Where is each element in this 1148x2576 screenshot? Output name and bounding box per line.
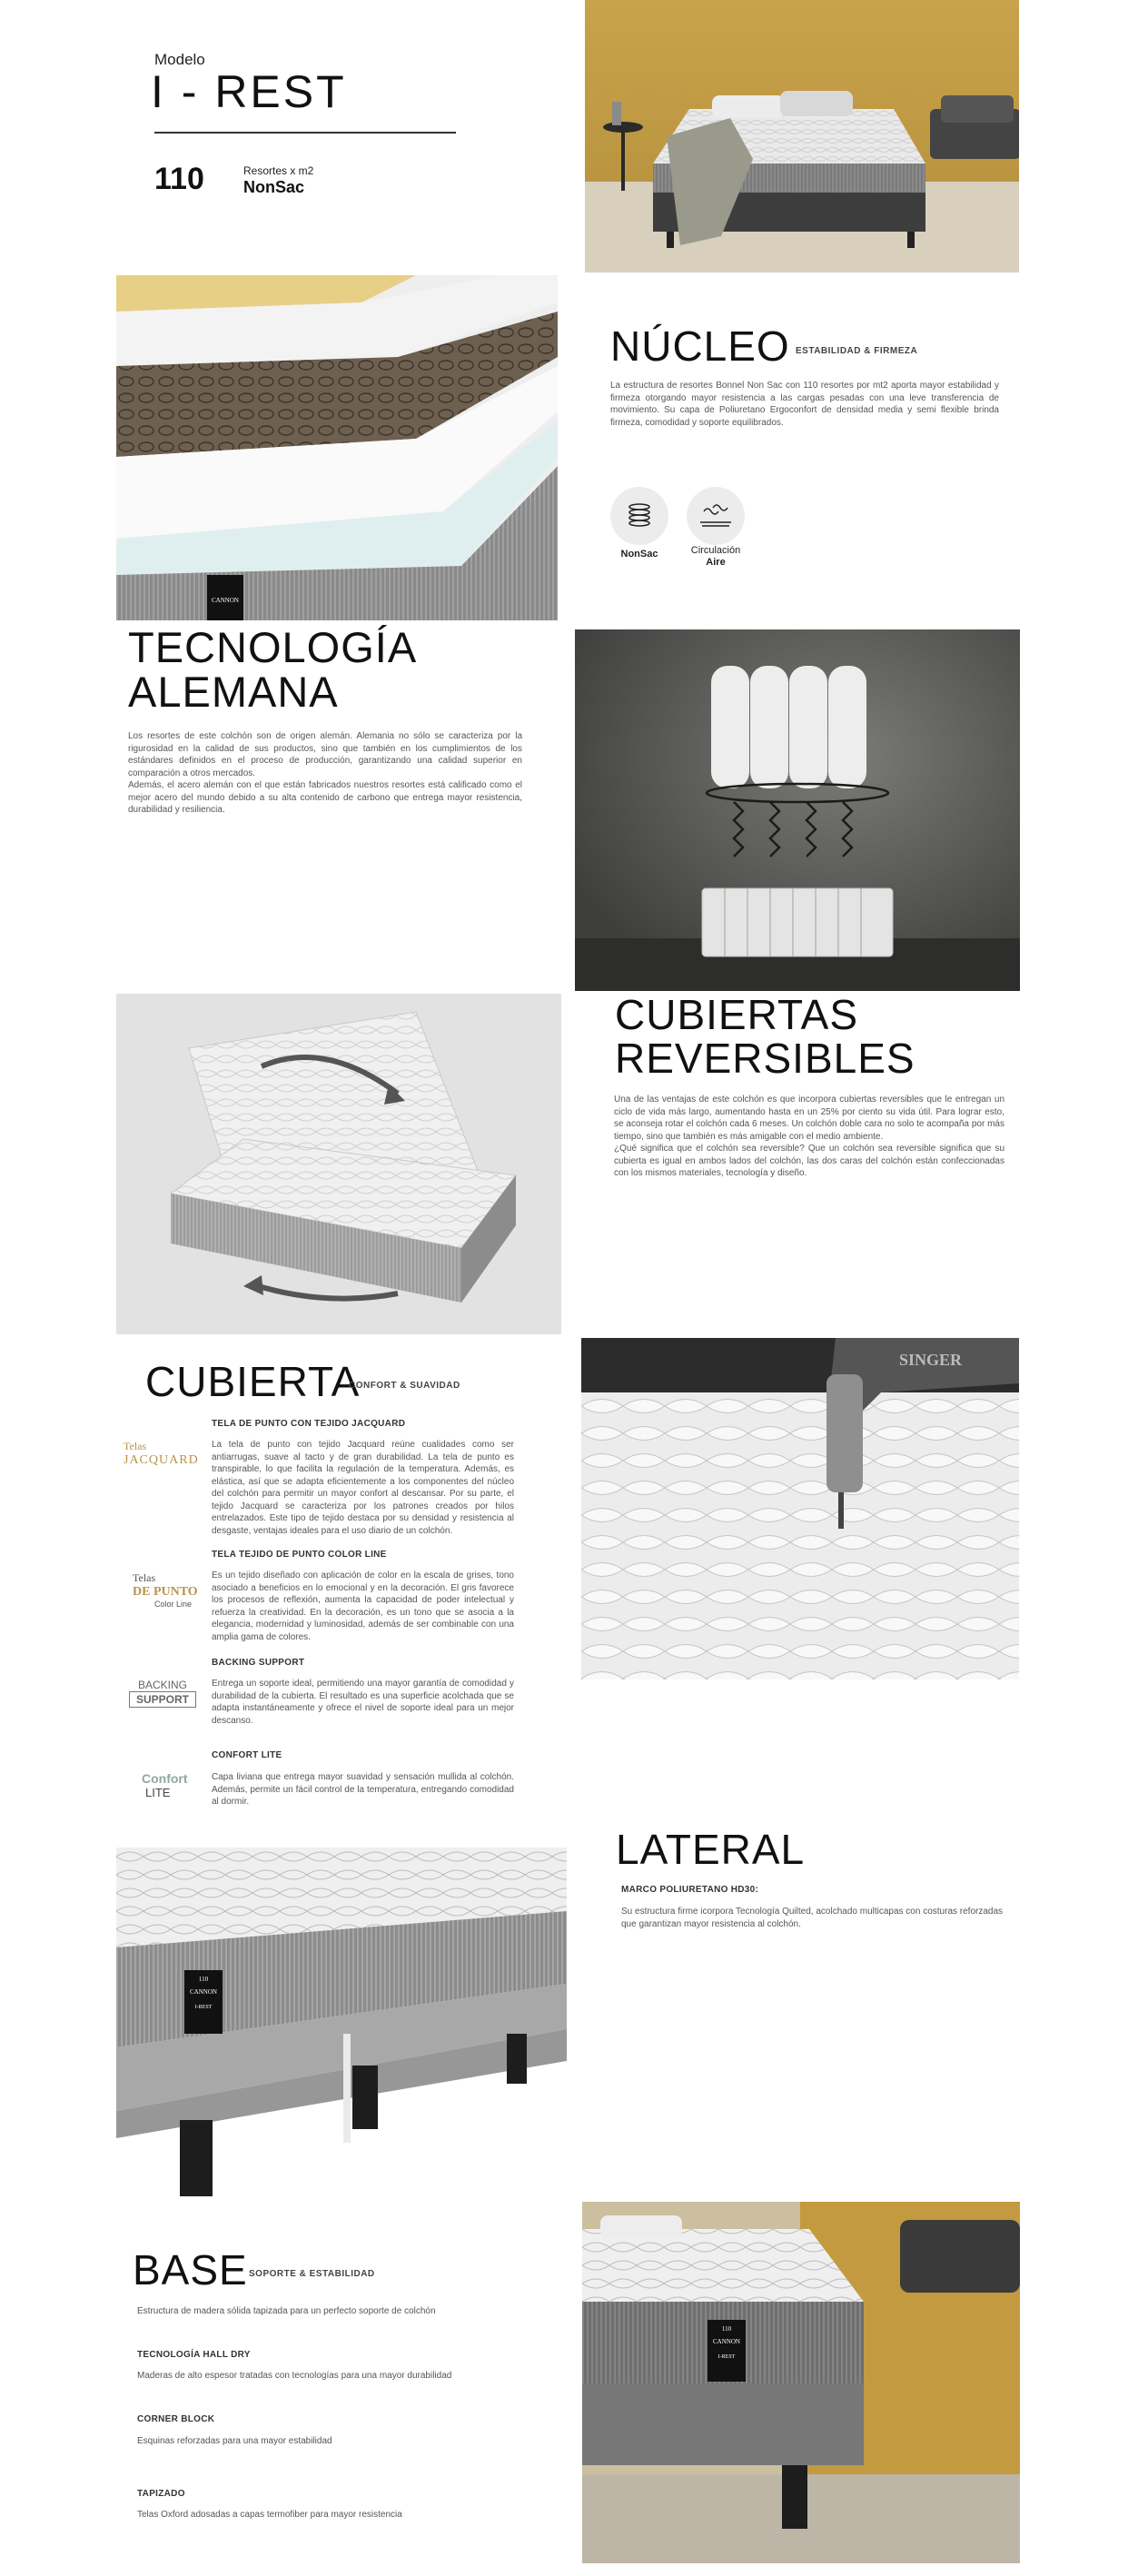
- nonsac-label: NonSac: [620, 549, 658, 560]
- air-circulation-label: Circulación Aire: [690, 545, 741, 569]
- lateral-title: LATERAL: [616, 1826, 806, 1873]
- jacquard-text: La tela de punto con tejido Jacquard reúne cualidades como ser antiarrugas, suave al tacto y de gran durabilidad. La tela de punto es transpirable, lo que facilita la regulación de la temperatura. Además, es elástica, así que se adapta eficientemente a los componentes del núcleo del colchón para permitir un mayor confort al descansar. Por su parte, el tejido Jacquard se caracteriza por los patrones creados por hilos entrelazados. Este tipo de tejido destaca por su densidad y resistencia al desgaste, ventajas ideales para el uso diario de un colchón.: [212, 1440, 514, 1536]
- tecnologia-title: TECNOLOGÍA ALEMANA: [128, 623, 418, 717]
- spring-stack-photo: [575, 629, 1020, 991]
- hall-dry-text: Maderas de alto espesor tratadas con tecnologías para una mayor durabilidad: [137, 2371, 452, 2381]
- air-circulation-icon: [698, 502, 733, 530]
- modelo-label: Modelo: [154, 51, 205, 68]
- lateral-subtitle: MARCO POLIURETANO HD30:: [621, 1885, 759, 1895]
- air-circulation-badge: [687, 487, 745, 545]
- reversibles-text: Una de las ventajas de este colchón es que incorpora cubiertas reversibles que le entregan un ciclo de vida más largo, aumentando hasta en un 25% por ciento su vida útil. Para lograr esto, se aconseja rotar el colchón cada 6 meses. Un colchón doble cara no solo te acompaña por más tiempo, sino que también es más amigable con el medio ambiente. ¿Qué significa que el colchón sea reversible? Que un colchón sea reversible significa que su cubierta es igual en ambos lados del colchón, las dos caras del colchón están confeccionadas con los mismos materiales, tecnología y diseño.: [614, 1095, 1004, 1178]
- base-product-label: 110 CANNON I-REST: [713, 2325, 740, 2360]
- confort-lite-text: Capa liviana que entrega mayor suavidad y sensación mullida al colchón. Además, permite un fácil control de la temperatura, entregando comodidad al dormir.: [212, 1772, 514, 1807]
- tela-de-punto-logo: Telas DE PUNTO Color Line: [133, 1571, 198, 1609]
- tecnologia-text: Los resortes de este colchón son de origen alemán. Alemania no sólo se caracteriza por la rigurosidad en la calidad de sus productos, sino que también en los cumplimientos de los estándares definidos en el proceso de producción, garantizando una calidad superior en comparación a otros mercados. Además, el acero alemán con el que están fabricados nuestros resortes está calificado como el mejor acero del mundo debido a su alta contenido de carbono que entrega mayor resistencia, durabilidad y resiliencia.: [128, 731, 522, 815]
- cubierta-subtitle: CONFORT & SUAVIDAD: [349, 1381, 460, 1391]
- reversible-mattress-photo: [116, 994, 561, 1334]
- base-photo: [582, 2202, 1020, 2563]
- base-intro: Estructura de madera sólida tapizada para un perfecto soporte de colchón: [137, 2306, 436, 2316]
- lateral-product-label: 110 CANNON I-REST: [190, 1976, 217, 2010]
- nucleo-title: NÚCLEO: [610, 322, 790, 370]
- tela-de-punto-heading: TELA TEJIDO DE PUNTO COLOR LINE: [212, 1550, 387, 1560]
- spring-count: 110: [154, 162, 204, 196]
- corner-block-text: Esquinas reforzadas para una mayor estabilidad: [137, 2436, 332, 2446]
- cubierta-title: CUBIERTA: [145, 1358, 361, 1405]
- backing-support-logo: BACKING SUPPORT: [129, 1679, 196, 1708]
- confort-lite-heading: CONFORT LITE: [212, 1750, 282, 1760]
- bedroom-photo: [585, 0, 1019, 272]
- nonsac-badge: [610, 487, 668, 545]
- hall-dry-heading: TECNOLOGÍA HALL DRY: [137, 2350, 251, 2360]
- reversibles-title: CUBIERTAS REVERSIBLES: [615, 991, 915, 1083]
- nucleo-text: La estructura de resortes Bonnel Non Sac con 110 resortes por mt2 aporta mayor estabilidad y firmeza otorgando mayor resistencia a las cargas pesadas con una leve transferencia de movimiento. Su capa de Poliuretano Ergoconfort de densidad media y semi flexible brinda firmeza, comodidad y soporte equilibrados.: [610, 381, 999, 428]
- svg-text:SINGER: SINGER: [899, 1351, 963, 1369]
- model-name: I - REST: [151, 66, 347, 117]
- spring-icon: [623, 500, 656, 532]
- lateral-mattress-photo: [116, 1848, 567, 2196]
- base-title: BASE: [133, 2246, 248, 2294]
- jacquard-logo: Telas JACQUARD: [124, 1440, 199, 1467]
- header-divider: [154, 132, 456, 134]
- nucleo-subtitle: ESTABILIDAD & FIRMEZA: [796, 346, 918, 356]
- confort-lite-logo: Confort LITE: [142, 1771, 188, 1799]
- spring-type: NonSac: [243, 178, 305, 196]
- jacquard-heading: TELA DE PUNTO CON TEJIDO JACQUARD: [212, 1419, 406, 1429]
- base-subtitle: SOPORTE & ESTABILIDAD: [249, 2269, 375, 2279]
- mattress-layers-photo: [116, 275, 558, 620]
- corner-block-heading: CORNER BLOCK: [137, 2414, 215, 2424]
- spring-unit: Resortes x m2: [243, 164, 314, 177]
- tapizado-heading: TAPIZADO: [137, 2489, 185, 2499]
- tapizado-text: Telas Oxford adosadas a capas termofiber para mayor resistencia: [137, 2510, 402, 2520]
- tela-de-punto-text: Es un tejido diseñado con aplicación de color en la escala de grises, tono asociado a beneficios en lo emocional y en la decoración. El gris favorece los procesos de reflexión, aumenta la capacidad de poder intelectual y refuerza la creatividad. En la decoración, es un tono que se asocia a la elegancia, modernidad y luminosidad, además de ser combinable con una amplia gama de colores.: [212, 1570, 514, 1642]
- sewing-machine-photo: [581, 1338, 1019, 1679]
- backing-support-text: Entrega un soporte ideal, permitiendo una mayor garantía de comodidad y durabilidad de la cubierta. El resultado es una superficie acolchada que se adapta instantáneamente y ofrece el nivel de soporte ideal para un mejor descanso.: [212, 1679, 514, 1726]
- lateral-text: Su estructura firme icorpora Tecnología Quilted, acolchado multicapas con costuras reforzadas que garantizan mayor resistencia al colchón.: [621, 1907, 1004, 1929]
- svg-text:CANNON: CANNON: [212, 597, 239, 604]
- backing-support-heading: BACKING SUPPORT: [212, 1658, 305, 1668]
